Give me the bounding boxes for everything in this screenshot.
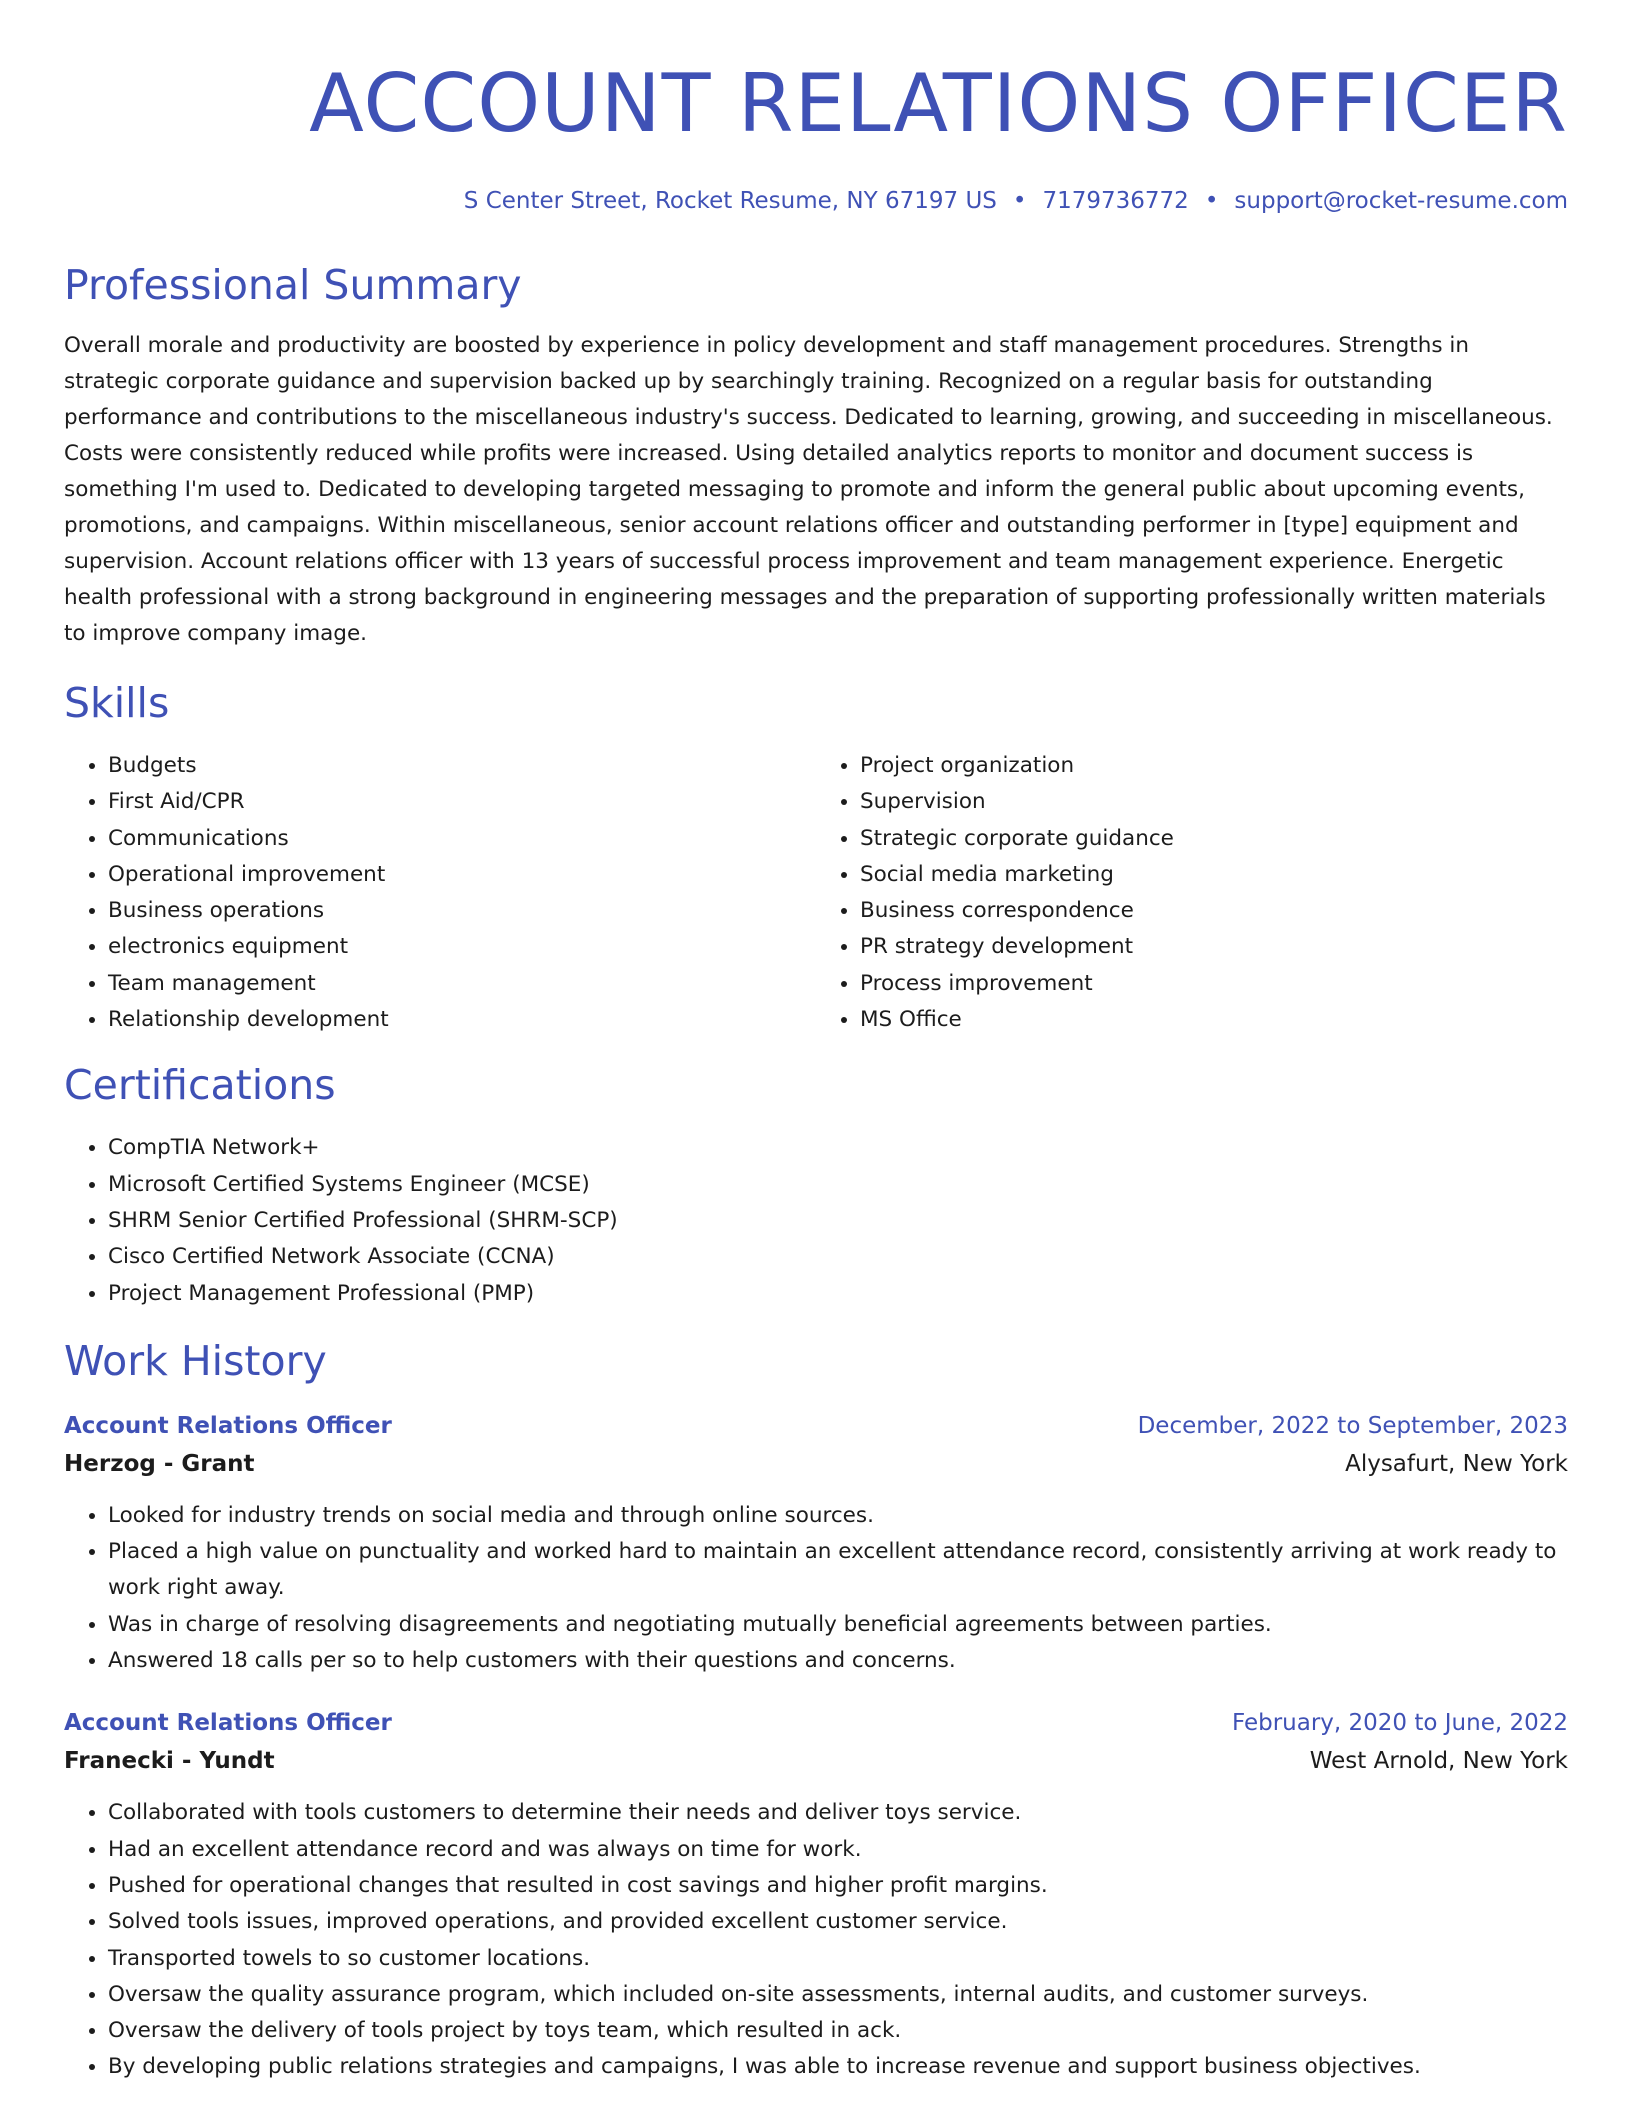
skills-column-left <box>64 748 816 1038</box>
skills-heading: Skills <box>64 679 170 727</box>
certification-item: • SHRM Senior Certified Professional (SHRM-SCP) <box>108 1203 1568 1239</box>
job-bullet-list <box>64 1795 1568 2085</box>
skill-item: • Process improvement <box>860 966 1568 1002</box>
skill-item: • Social media marketing <box>860 857 1568 893</box>
job-entry <box>64 1408 1568 1679</box>
skill-item: • Strategic corporate guidance <box>860 821 1568 857</box>
skill-item: • Business operations <box>108 893 816 929</box>
skill-item: • Communications <box>108 821 816 857</box>
certification-item: • Project Management Professional (PMP) <box>108 1276 1568 1312</box>
job-header <box>64 1408 1568 1444</box>
certification-item: • Microsoft Certified Systems Engineer (MCSE) <box>108 1167 1568 1203</box>
job-bullet: • Oversaw the delivery of tools project by toys team, which resulted in ack. <box>108 2013 1568 2049</box>
candidate-name: ACCOUNT RELATIONS OFFICER <box>309 57 1568 150</box>
job-company: Franecki - Yundt <box>64 1748 275 1775</box>
contact-phone: 7179736772 <box>1042 188 1189 214</box>
contact-email[interactable]: support@rocket-resume.com <box>1234 188 1568 214</box>
contact-separator: • <box>1204 188 1219 214</box>
job-header <box>64 1705 1568 1741</box>
work-history-heading: Work History <box>64 1336 327 1385</box>
skill-item: • Budgets <box>108 748 816 784</box>
job-bullet: • Oversaw the quality assurance program, which included on-site assessments, internal audits, and customer surveys. <box>108 1977 1568 2013</box>
job-bullet: • Placed a high value on punctuality and worked hard to maintain an excellent attendance record, consistently arriving at work ready to work right away. <box>108 1534 1568 1607</box>
skills-column-right <box>816 748 1568 1038</box>
summary-heading: Professional Summary <box>64 261 522 309</box>
job-bullet-list <box>64 1498 1568 1679</box>
job-bullet: • Answered 18 calls per so to help customers with their questions and concerns. <box>108 1643 1568 1679</box>
skill-item: • Team management <box>108 966 816 1002</box>
job-bullet: • Was in charge of resolving disagreements and negotiating mutually beneficial agreements between parties. <box>108 1607 1568 1643</box>
skill-item: • Business correspondence <box>860 893 1568 929</box>
job-bullet: • Solved tools issues, improved operations, and provided excellent customer service. <box>108 1904 1568 1940</box>
job-dates: December, 2022 to September, 2023 <box>1137 1412 1568 1439</box>
summary-text: Overall morale and productivity are boosted by experience in policy development and staff management procedures. Strengths in strategic corporate guidance and supervision backed up by searchingly training. Recognized on a regular basis for outstanding performance and contributions to the miscellaneous industry's success. Dedicated to learning, growing, and succeeding in miscellaneous. Costs were consistently reduced while profits were increased. Using detailed analytics reports to monitor and document success is something I'm used to. Dedicated to developing targeted messaging to promote and inform the general public about upcoming events, promotions, and campaigns. Within miscellaneous, senior account relations officer and outstanding performer in [type] equipment and supervision. Account relations officer with 13 years of successful process improvement and team management experience. Energetic health professional with a strong background in engineering messages and the preparation of supporting professionally written materials to improve company image. <box>64 333 1553 646</box>
skill-item: • Operational improvement <box>108 857 816 893</box>
job-bullet: • Pushed for operational changes that resulted in cost savings and higher profit margins. <box>108 1868 1568 1904</box>
job-dates: February, 2020 to June, 2022 <box>1231 1710 1568 1737</box>
certifications-heading: Certifications <box>64 1061 336 1110</box>
skill-item: • PR strategy development <box>860 929 1568 965</box>
job-entry <box>64 1705 1568 2085</box>
job-bullet: • Had an excellent attendance record and was always on time for work. <box>108 1832 1568 1868</box>
job-company: Herzog - Grant <box>64 1450 255 1477</box>
skill-item: • Relationship development <box>108 1002 816 1038</box>
job-location: Alysafurt, New York <box>1345 1450 1568 1477</box>
job-subheader <box>64 1444 1568 1484</box>
job-bullet: • Transported towels to so customer locations. <box>108 1941 1568 1977</box>
skill-item: • Project organization <box>860 748 1568 784</box>
contact-address: S Center Street, Rocket Resume, NY 67197 US <box>463 188 997 214</box>
job-bullet: • By developing public relations strategies and campaigns, I was able to increase revenue and support business objectives. <box>108 2049 1568 2085</box>
certifications-list <box>64 1130 1568 1311</box>
job-role: Account Relations Officer <box>64 1710 392 1737</box>
job-bullet: • Looked for industry trends on social media and through online sources. <box>108 1498 1568 1534</box>
skill-item: • electronics equipment <box>108 929 816 965</box>
skills-list <box>64 748 1568 1038</box>
certification-item: • CompTIA Network+ <box>108 1130 1568 1166</box>
skill-item: • Supervision <box>860 784 1568 820</box>
job-bullet: • Collaborated with tools customers to determine their needs and deliver toys service. <box>108 1795 1568 1831</box>
contact-line <box>64 186 1568 216</box>
job-subheader <box>64 1741 1568 1781</box>
job-location: West Arnold, New York <box>1309 1748 1568 1775</box>
job-role: Account Relations Officer <box>64 1412 392 1439</box>
certification-item: • Cisco Certified Network Associate (CCNA) <box>108 1239 1568 1275</box>
contact-separator: • <box>1012 188 1027 214</box>
skill-item: • First Aid/CPR <box>108 784 816 820</box>
skill-item: • MS Office <box>860 1002 1568 1038</box>
